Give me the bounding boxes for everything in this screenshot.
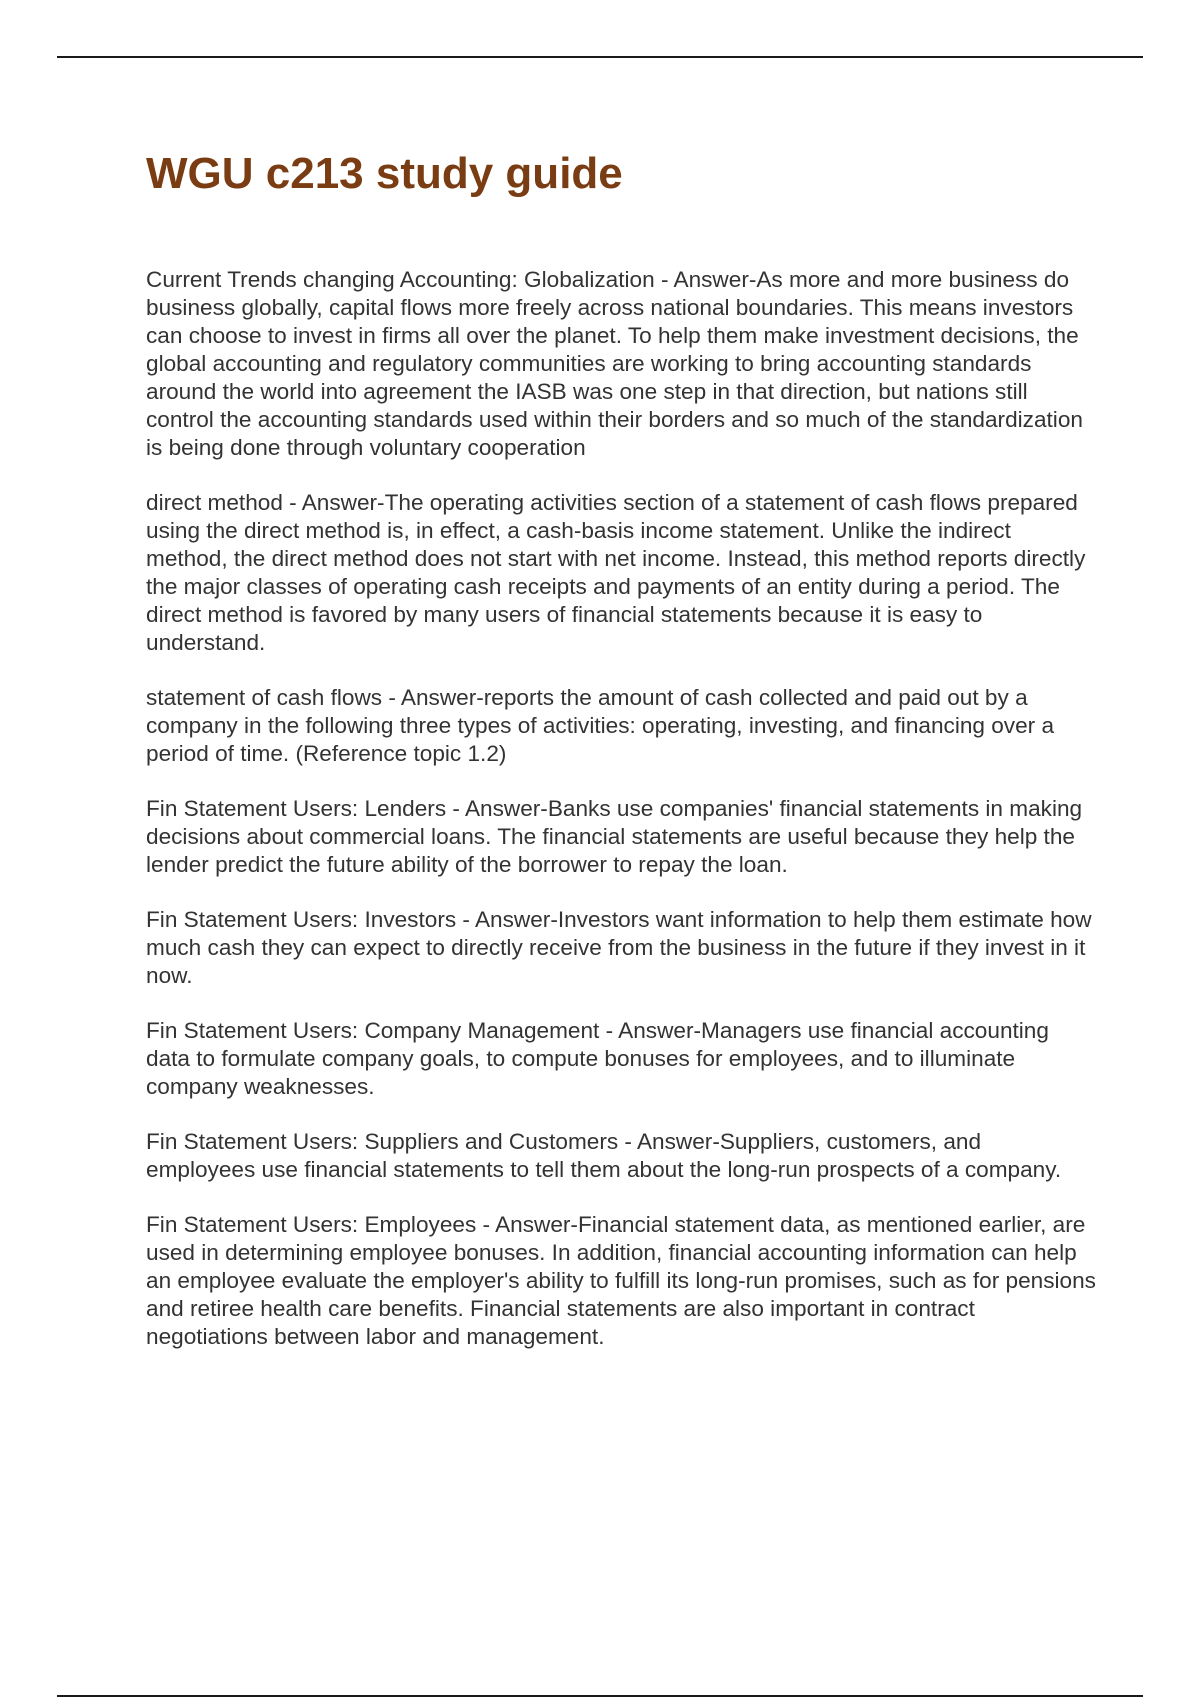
document-body [146,140,1096,1378]
study-entry-investors: Fin Statement Users: Investors - Answer-Investors want information to help them estimate how much cash they can expect to directly receive from the business in the future if they invest in it now. [146,907,1092,988]
study-entry-direct-method: direct method - Answer-The operating activities section of a statement of cash flows prepared using the direct method is, in effect, a cash-basis income statement. Unlike the indirect method, the direct method does not start with net income. Instead, this method reports directly the major classes of operating cash receipts and payments of an entity during a period. The direct method is favored by many users of financial statements because it is easy to understand. [146,490,1086,655]
study-entry-company-management: Fin Statement Users: Company Management - Answer-Managers use financial accounting data to formulate company goals, to compute bonuses for employees, and to illuminate company weaknesses. [146,1018,1049,1099]
document-title: WGU c213 study guide [146,149,623,198]
study-entry-lenders: Fin Statement Users: Lenders - Answer-Banks use companies' financial statements in making decisions about commercial loans. The financial statements are useful because they help the lender predict the future ability of the borrower to repay the loan. [146,796,1083,877]
study-entry-suppliers-customers: Fin Statement Users: Suppliers and Customers - Answer-Suppliers, customers, and employees use financial statements to tell them about the long-run prospects of a company. [146,1129,1062,1182]
page-footer-rule [57,1695,1143,1697]
study-entry-statement-of-cash-flows: statement of cash flows - Answer-reports the amount of cash collected and paid out by a company in the following three types of activities: operating, investing, and financing over a period of time. (Reference topic 1.2) [146,685,1055,766]
page-header-rule [57,56,1143,58]
study-entry-employees: Fin Statement Users: Employees - Answer-Financial statement data, as mentioned earlier, are used in determining employee bonuses. In addition, financial accounting information can help an employee evaluate the employer's ability to fulfill its long-run promises, such as for pensions and retiree health care benefits. Financial statements are also important in contract negotiations between labor and management. [146,1212,1096,1349]
study-entry-globalization: Current Trends changing Accounting: Globalization - Answer-As more and more business do business globally, capital flows more freely across national boundaries. This means investors can choose to invest in firms all over the planet. To help them make investment decisions, the global accounting and regulatory communities are working to bring accounting standards around the world into agreement the IASB was one step in that direction, but nations still control the accounting standards used within their borders and so much of the standardization is being done through voluntary cooperation [146,267,1083,460]
